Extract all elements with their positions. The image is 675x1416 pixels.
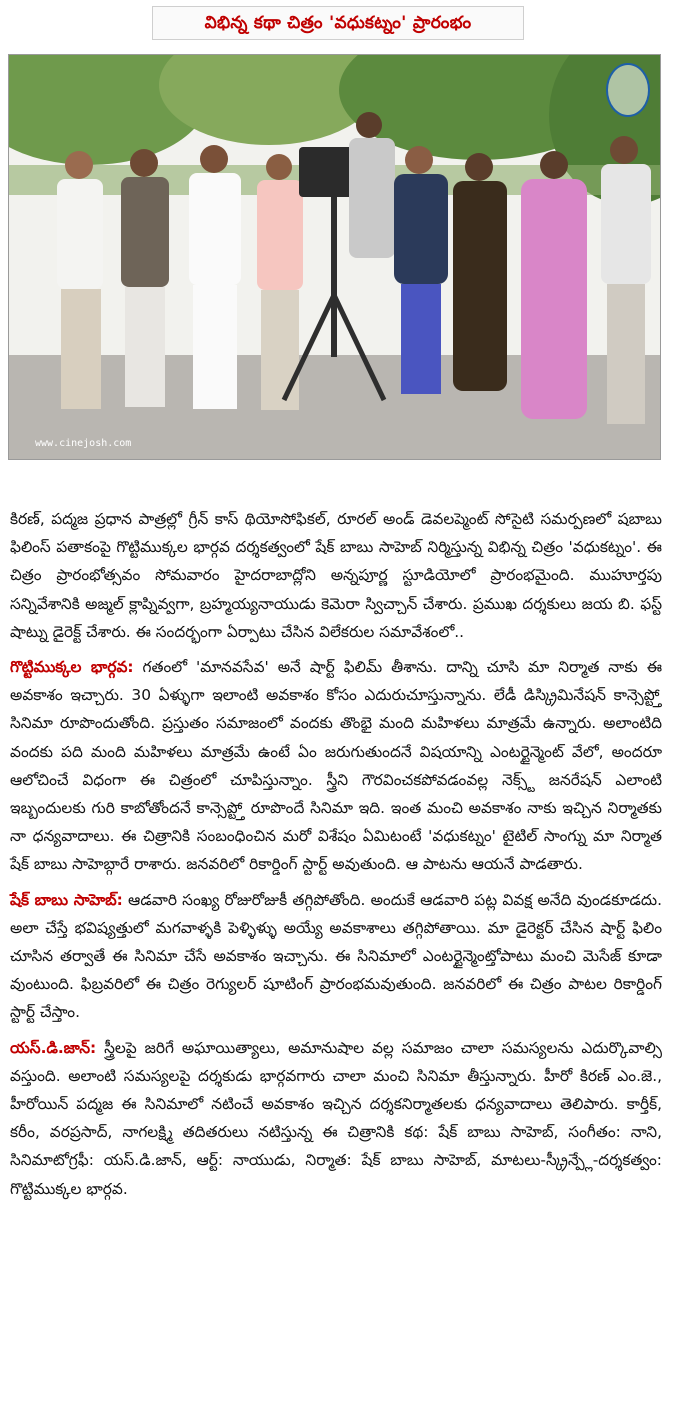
group-photo-illustration [9,55,660,459]
speaker-quote: స్త్రీలపై జరిగే అఘాయిత్యాలు, అమానుషాల వల్ల సమాజం చాలా సమస్యలను ఎదుర్కొవాల్సి వస్తుంది. అలాంటి సమస్యలపై దర్శకుడు భార్గవగారు చాలా మంచి సినిమా తీస్తున్నారు. హీరో కిరణ్ ఎం.జె., హీరోయిన్ పద్మజ ఈ సినిమాలో నటించే అవకాశం ఇచ్చిన దర్శకనిర్మాతలకు ధన్యవాదాలు తెలిపారు. కార్తీక్, కరీం, వరప్రసాద్, నాగలక్ష్మి తదితరులు నటిస్తున్న ఈ చిత్రానికి కథ: షేక్ బాబు సాహెబ్, సంగీతం: నాని, సినిమాటోగ్రఫీ: యస్.డి.జాన్, ఆర్ట్: నాయుడు, నిర్మాత: షేక్ బాబు సాహెబ్, మాటలు-స్క్రీన్ప్లే-దర్శకత్వం: గొట్టిముక్కల భార్గవ. [10,1038,662,1198]
headline: విభిన్న కథా చిత్రం 'వధుకట్నం' ప్రారంభం [152,6,524,40]
article-intro: కిరణ్, పద్మజ ప్రధాన పాత్రల్లో గ్రీన్ కాస్ థియోసోఫికల్, రూరల్ అండ్ డెవలప్మెంట్ సోసైటి సమర్పణలో షబాబు ఫిలింస్ పతాకంపై గొట్టిముక్కల భార్గవ దర్శకత్వంలో షేక్ బాబు సాహెబ్ నిర్మిస్తున్న విభిన్న చిత్రం 'వధుకట్నం'. ఈ చిత్రం ప్రారంభోత్సవం సోమవారం హైదరాబాద్లోని అన్నపూర్ణ స్టూడియోలో ప్రారంభమైంది. ముహూర్తపు సన్నివేశానికి అజ్మల్ క్లాప్నివ్వగా, బ్రహ్మయ్యనాయుడు కెమెరా స్విచ్చాన్ చేశారు. ప్రముఖ దర్శకులు జయ బి. ఫస్ట్ షాట్ను డైరెక్ట్ చేశారు. ఈ సందర్భంగా ఏర్పాటు చేసిన విలేకరుల సమావేశంలో.. [10,510,662,641]
article-paragraph [10,1034,662,1203]
article-paragraph [10,886,662,1027]
speaker-quote: ఆడవారి సంఖ్య రోజురోజుకీ తగ్గిపోతోంది. అందుకే ఆడవారి పట్ల వివక్ష అనేది వుండకూడదు. అలా చేస్తే భవిష్యత్తులో మగవాళ్ళకి పెళ్ళిళ్ళు అయ్యే అవకాశాలు తగ్గిపోతాయి. మా డైరెక్టర్ చేసిన షార్ట్ ఫిలిం చూసిన తర్వాతే ఈ సినిమా చేసే అవకాశం ఇచ్చాను. ఈ సినిమాలో ఎంటర్టైన్మెంట్తోపాటు మంచి మెసేజ్ కూడా వుంటుంది. ఫిబ్రవరిలో ఈ చిత్రం రెగ్యులర్ షూటింగ్ ప్రారంభమవుతుంది. జనవరిలో ఈ చిత్రం పాటల రికార్డింగ్ స్టార్ట్ చేస్తాం. [10,890,662,1022]
speaker-name: యస్.డి.జాన్: [10,1038,97,1057]
article-body [10,505,662,1210]
article-paragraph [10,653,662,879]
photo-credit: www.cinejosh.com [35,438,132,449]
event-photo [8,54,661,460]
speaker-quote: గతంలో 'మానవసేవ' అనే షార్ట్ ఫిలిమ్ తీశాను. దాన్ని చూసి మా నిర్మాత నాకు ఈ అవకాశం ఇచ్చారు. 30 ఏళ్ళుగా ఇలాంటి అవకాశం కోసం ఎదురుచూస్తున్నాను. లేడీ డిస్క్రిమినేషన్ కాన్సెప్ట్తో సినిమా రూపొందుతోంది. ప్రస్తుతం సమాజంలో వందకు తొంభై మంది మహిళలు మాత్రమే ఉన్నారు. అలాంటిది వందకు పది మంది మహిళలు మాత్రమే ఉంటే ఏం జరుగుతుందనే విషయాన్ని ఎంటర్టైన్మెంట్ వేలో, అందరూ ఆలోచించే విధంగా ఈ చిత్రంలో చూపిస్తున్నాం. స్త్రీని గౌరవించకపోవడంవల్ల నెక్స్ట్ జనరేషన్ ఎలాంటి ఇబ్బందులకు గురి కాబోతోందనే కాన్సెప్ట్తో రూపొందే సినిమా ఇది. ఇంత మంచి అవకాశం నాకు ఇచ్చిన నిర్మాతకు నా ధన్యవాదాలు. ఈ చిత్రానికి సంబంధించిన మరో విశేషం ఏమిటంటే 'వధుకట్నం' టైటిల్ సాంగ్ను మా నిర్మాత షేక్ బాబు సాహెబ్గారే రాశారు. జనవరిలో రికార్డింగ్ స్టార్ట్ అవుతుంది. ఆ పాటను ఆయనే పాడతారు. [10,658,662,874]
speaker-name: గొట్టిముక్కల భార్గవ: [10,658,134,677]
cinejosh-logo-icon [606,63,650,117]
speaker-name: షేక్ బాబు సాహెబ్: [10,890,123,909]
